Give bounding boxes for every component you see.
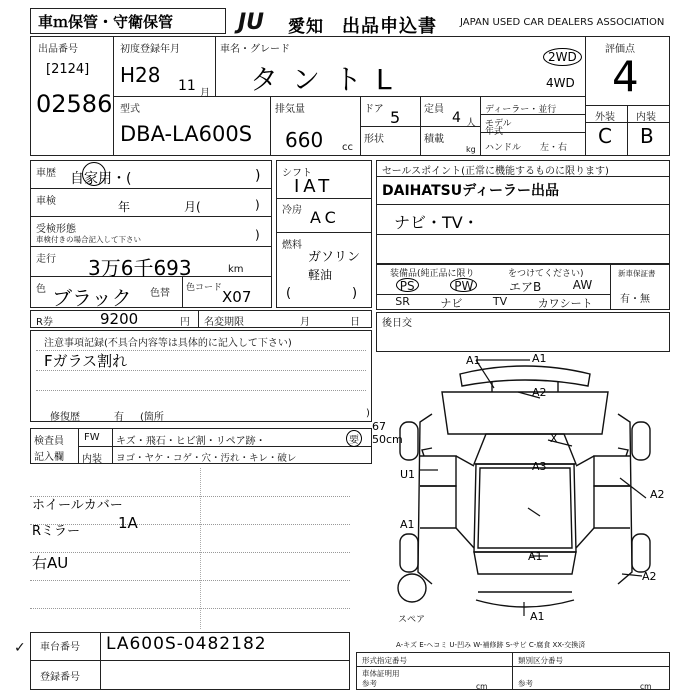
color-code-label: 色コード <box>186 283 223 293</box>
cooling-label: 冷房 <box>282 205 302 216</box>
doors-label: ドア <box>364 104 384 115</box>
doors-value: 5 <box>390 108 401 127</box>
extra-note-wheelcover: ホイールカバー <box>32 498 123 513</box>
drive-2wd: 2WD <box>543 48 582 66</box>
damage-mark-a1-bottom: A1 <box>530 610 545 622</box>
equipment-note: をつけてください) <box>508 269 584 279</box>
cm-unit-2: cm <box>640 682 652 691</box>
shift-label: シフト <box>282 168 312 179</box>
color-change-label: 色替 <box>150 288 170 299</box>
body-cert-label: 車体証明用 <box>362 669 400 678</box>
cooling-value: AC <box>310 208 340 227</box>
warranty-options: 有・無 <box>620 294 650 305</box>
spare-label: スペア <box>398 615 426 625</box>
car-name-value: タントL <box>250 63 406 96</box>
name-change-label: 名変期限 <box>204 317 244 328</box>
fuel-label: 燃料 <box>282 240 302 251</box>
equipment-row1 <box>380 278 608 292</box>
inspection-close: ) <box>255 198 260 212</box>
equip-airbag: エアB <box>508 280 542 294</box>
region-title: 愛知 <box>288 17 324 37</box>
interior-label: 内装 <box>636 112 656 123</box>
recycle-row <box>30 310 372 328</box>
damage-legend: A-キズ E-ヘコミ U-凹み W-補修跡 S-サビ C-腐食 XX-交換済 <box>396 641 586 649</box>
recycle-value: 9200 <box>100 310 139 328</box>
first-reg-year: H28 <box>120 63 161 87</box>
insp-form-note: 車検付きの場合記入して下さい <box>36 235 141 244</box>
inspector-label: 検査員 <box>34 436 64 447</box>
cm-unit-1: cm <box>476 682 488 691</box>
extra-note-rmirror: Rミラー <box>32 524 81 539</box>
inspection-month: 月( <box>184 200 201 214</box>
chassis-value: LA600S-0482182 <box>106 634 267 654</box>
model-value: DBA-LA600S <box>120 122 253 146</box>
car-damage-diagram <box>380 352 670 622</box>
class-number-label: 類別区分番号 <box>518 656 563 665</box>
fw-label: FW <box>84 432 100 443</box>
type-number-label: 形式指定番号 <box>362 656 407 665</box>
color-label: 色 <box>36 284 46 295</box>
margin-note: 67 50cm <box>372 420 403 446</box>
color-code-value: X07 <box>222 288 252 306</box>
damage-mark-a2-right: A2 <box>650 488 665 501</box>
after-block <box>376 312 670 352</box>
equip-tv: TV <box>492 295 508 308</box>
car-name-label: 車名・グレード <box>220 44 290 55</box>
first-reg-month: 11 <box>178 78 196 94</box>
inspector-label-2: 記入欄 <box>34 452 64 463</box>
load-label: 積載 <box>424 134 444 145</box>
exterior-value: C <box>598 124 612 148</box>
fuel-paren-open: ( <box>286 286 292 301</box>
equip-ps: PS <box>396 278 419 292</box>
name-change-day: 日 <box>350 317 360 328</box>
form-title: 出品申込書 <box>342 16 437 37</box>
registration-label: 登録番号 <box>40 672 80 683</box>
repair-value: 有 <box>114 412 124 423</box>
history-value: 自家用・( <box>70 171 132 187</box>
shape-label: 形状 <box>364 134 384 145</box>
handle-options: 左・右 <box>540 143 568 153</box>
insp-form-label: 受検形態 <box>36 224 76 235</box>
exterior-label: 外装 <box>595 112 615 123</box>
color-value: ブラック <box>52 286 132 310</box>
history-circle <box>82 162 106 186</box>
lot-number: 02586 <box>36 90 113 118</box>
dealer-label: ディーラー・並行 <box>485 105 557 115</box>
repair-place: (箇所 <box>140 412 164 423</box>
repair-place-close: ) <box>366 408 370 419</box>
interior-value: B <box>640 124 654 148</box>
association-name: JAPAN USED CAR DEALERS ASSOCIATION <box>460 17 665 28</box>
name-change-month: 月 <box>300 317 310 328</box>
capacity-label: 定員 <box>424 104 444 115</box>
damage-mark-a1-front: A1 <box>532 352 547 365</box>
lot-label: 出品番号 <box>38 44 78 55</box>
shift-value: IAT <box>294 176 334 197</box>
grade-value: 4 <box>612 52 639 101</box>
handle-label: ハンドル <box>485 143 522 153</box>
year-label: 年式 <box>485 127 504 137</box>
damage-mark-a3: A3 <box>532 460 547 473</box>
first-reg-label: 初度登録年月 <box>120 44 180 55</box>
fw-last: 要 <box>346 430 362 447</box>
ju-logo: JU <box>238 10 265 35</box>
class-number-ref: 参考 <box>518 679 533 688</box>
extra-note-au: 右AU <box>32 554 69 572</box>
first-reg-month-suffix: 月 <box>200 88 210 99</box>
insp-form-close: ) <box>255 228 260 242</box>
notes-label: 注意事項記録(不具合内容等は具体的に記入して下さい) <box>44 338 292 349</box>
model-year-label: モデル <box>485 119 512 129</box>
damage-mark-a2-front: A2 <box>532 386 547 399</box>
capacity-value: 4 <box>452 110 461 126</box>
notes-value: Fガラス割れ <box>44 352 128 370</box>
damage-mark-a2-rear: A2 <box>642 570 657 583</box>
red-flag-mark: ✓ <box>14 640 26 656</box>
warranty-label: 新車保証書 <box>618 269 656 278</box>
storage-stamp-text: 車ｍ保管・守衛保管 <box>38 13 174 31</box>
extra-note-1a: 1A <box>118 514 138 532</box>
equip-aw: AW <box>572 278 593 292</box>
selling-dealer: DAIHATSUディーラー出品 <box>382 183 560 199</box>
fuel-paren-close: ) <box>352 286 358 301</box>
equip-pw: PW <box>450 278 477 292</box>
damage-mark-a1-rear: A1 <box>528 550 543 563</box>
equip-sr: SR <box>395 295 410 308</box>
displacement-unit: cc <box>342 142 353 153</box>
damage-mark-a1-top: A1 <box>466 354 481 367</box>
drive-4wd: 4WD <box>546 76 575 90</box>
equipment-label: 装備品(純正品に限り <box>390 269 475 279</box>
selling-items: ナビ・TV・ <box>394 213 479 232</box>
inspection-year: 年 <box>118 200 131 214</box>
type-number-ref: 参考 <box>362 679 377 688</box>
fuel-diesel: 軽油 <box>308 268 333 282</box>
equip-navi: ナビ <box>440 297 463 310</box>
damage-mark-a1-left: A1 <box>400 518 415 531</box>
recycle-unit: 円 <box>180 317 190 328</box>
damage-mark-x: X <box>550 432 558 445</box>
load-unit: kg <box>466 145 476 154</box>
lot-bracket: [2124] <box>46 62 90 77</box>
mileage-value: 3万6千693 <box>88 256 192 280</box>
grade-label: 評価点 <box>605 44 635 55</box>
interior-row-label: 内装 <box>82 454 102 465</box>
model-label: 型式 <box>120 104 140 115</box>
fuel-gasoline: ガソリン <box>308 250 361 265</box>
capacity-unit: 人 <box>466 118 476 129</box>
history-label: 車歴 <box>36 168 56 179</box>
after-label: 後日交 <box>382 318 412 329</box>
interior-items: ヨゴ・ヤケ・コゲ・穴・汚れ・キレ・破レ <box>116 453 297 464</box>
fw-items: キズ・飛石・ヒビ割・リペア跡・ <box>116 436 266 447</box>
mileage-label: 走行 <box>36 254 56 265</box>
damage-mark-u1: U1 <box>400 468 416 481</box>
chassis-label: 車台番号 <box>40 642 80 653</box>
free-notes-area <box>30 468 350 628</box>
inspection-label: 車検 <box>36 196 56 207</box>
repair-label: 修復歴 <box>50 412 80 423</box>
selling-label: セールスポイント(正常に機能するものに限ります) <box>382 166 609 177</box>
recycle-label: R券 <box>36 317 53 328</box>
equip-seat: カワシート <box>537 297 593 310</box>
equipment-row2 <box>380 295 608 309</box>
displacement-label: 排気量 <box>275 104 305 115</box>
history-close: ) <box>255 168 261 184</box>
mileage-unit: km <box>228 264 244 275</box>
displacement-value: 660 <box>285 128 324 152</box>
